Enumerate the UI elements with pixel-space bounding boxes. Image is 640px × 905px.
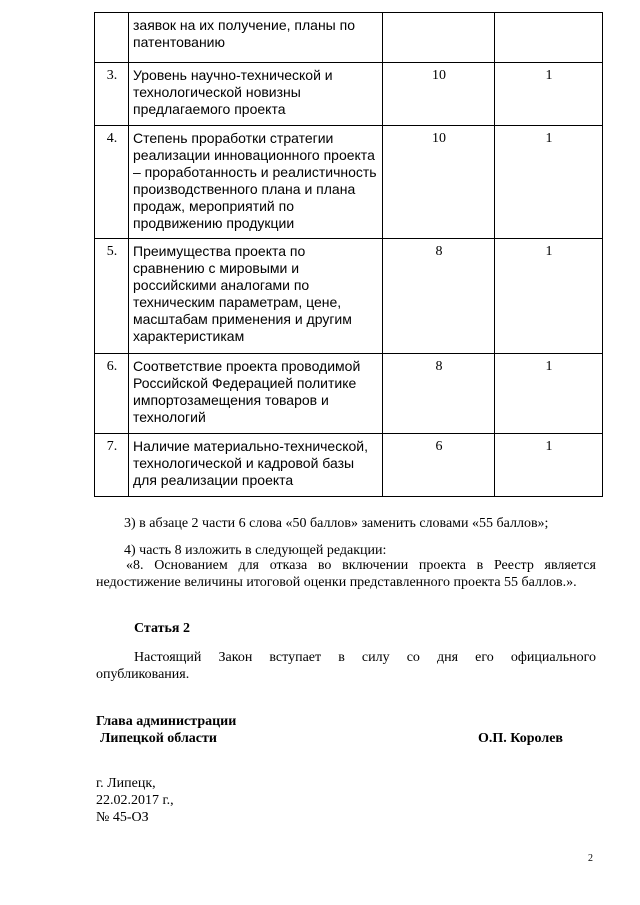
signature-position-line1: Глава администрации <box>96 714 237 729</box>
footer-date: 22.02.2017 г., <box>96 793 174 808</box>
criterion-text: Степень проработки стратегии реализации инновационного проекта – проработанность и реалистичность производственного плана и плана продаж, мероприятий по продвижению продукции <box>129 126 383 239</box>
criterion-text: Соответствие проекта проводимой Российской Федерацией политике импортозамещения товаров и технологий <box>129 354 383 434</box>
min-score: 1 <box>495 434 603 497</box>
criteria-table-body <box>95 13 603 497</box>
criterion-text: Наличие материально-технической, технологической и кадровой базы для реализации проекта <box>129 434 383 497</box>
min-score: 1 <box>495 239 603 354</box>
max-score: 6 <box>383 434 495 497</box>
article-2-title: Статья 2 <box>134 621 190 636</box>
criteria-table <box>94 12 603 497</box>
max-score: 10 <box>383 126 495 239</box>
row-number: 5. <box>95 239 129 354</box>
signature-name: О.П. Королев <box>478 731 563 746</box>
max-score: 8 <box>383 239 495 354</box>
table-row <box>95 13 603 63</box>
table-row <box>95 126 603 239</box>
max-score: 10 <box>383 63 495 126</box>
criterion-text: заявок на их получение, планы по патентованию <box>129 13 383 63</box>
min-score: 1 <box>495 354 603 434</box>
row-number: 7. <box>95 434 129 497</box>
row-number: 4. <box>95 126 129 239</box>
table-row <box>95 63 603 126</box>
page-number: 2 <box>588 853 593 864</box>
row-number: 3. <box>95 63 129 126</box>
signature-position-line2: Липецкой области <box>100 731 217 746</box>
min-score <box>495 13 603 63</box>
table-row <box>95 434 603 497</box>
footer-number: № 45-ОЗ <box>96 810 149 825</box>
row-number: 6. <box>95 354 129 434</box>
max-score: 8 <box>383 354 495 434</box>
max-score <box>383 13 495 63</box>
criterion-text: Уровень научно-технической и технологической новизны предлагаемого проекта <box>129 63 383 126</box>
row-number <box>95 13 129 63</box>
min-score: 1 <box>495 63 603 126</box>
amendment-item-4: 4) часть 8 изложить в следующей редакции: <box>124 543 387 558</box>
amendment-item-3: 3) в абзаце 2 части 6 слова «50 баллов» заменить словами «55 баллов»; <box>124 516 549 531</box>
article-2-text: Настоящий Закон вступает в силу со дня его официального опубликования. <box>96 650 596 682</box>
table-row <box>95 354 603 434</box>
amendment-item-4-quote: «8. Основанием для отказа во включении проекта в Реестр является недостижение величины итоговой оценки представленного проекта 55 баллов.». <box>96 558 596 590</box>
table-row <box>95 239 603 354</box>
footer-city: г. Липецк, <box>96 776 156 791</box>
criterion-text: Преимущества проекта по сравнению с мировыми и российскими аналогами по техническим параметрам, цене, масштабам применения и другим характеристикам <box>129 239 383 354</box>
min-score: 1 <box>495 126 603 239</box>
